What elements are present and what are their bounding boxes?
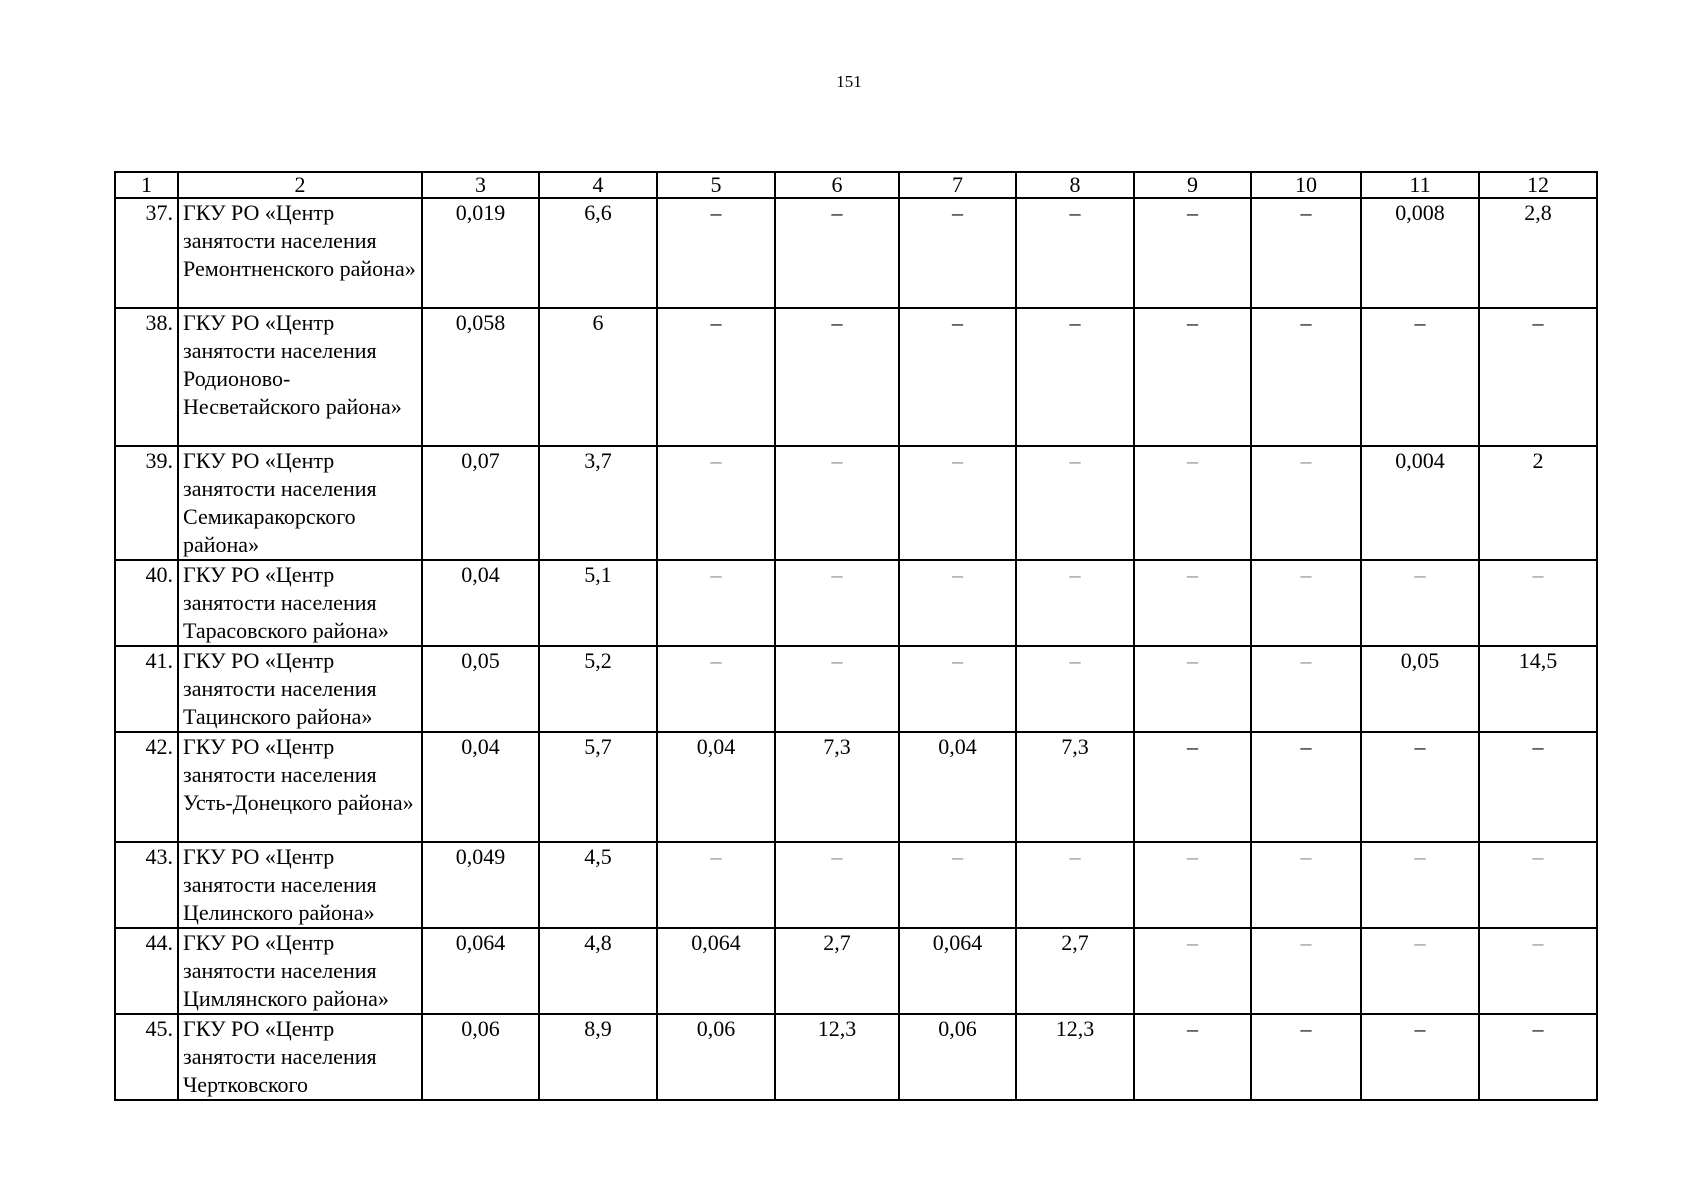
table-cell: – [1016,646,1134,732]
table-row [115,308,1597,446]
column-header: 4 [539,172,657,198]
table-cell: – [1134,842,1251,928]
table-cell: 0,05 [1361,646,1479,732]
table-cell: 0,064 [422,928,539,1014]
table-cell: 5,7 [539,732,657,842]
table-cell: – [1016,560,1134,646]
table-row [115,198,1597,308]
table-cell: 0,05 [422,646,539,732]
column-header: 6 [775,172,899,198]
table-cell: 3,7 [539,446,657,560]
table-cell: 4,5 [539,842,657,928]
table-cell: 5,2 [539,646,657,732]
table-cell: 12,3 [775,1014,899,1100]
table-cell: – [1251,842,1361,928]
table-cell: – [1361,308,1479,446]
table-cell: – [1479,560,1597,646]
table-cell: – [1251,308,1361,446]
table-cell: – [1134,446,1251,560]
table-row [115,928,1597,1014]
table-cell: 7,3 [1016,732,1134,842]
table-header-row [115,172,1597,198]
organization-name: ГКУ РО «Центр занятости населения Тацинского района» [178,646,422,732]
table-cell: – [1251,198,1361,308]
table-cell: 2,7 [1016,928,1134,1014]
table-cell: – [1479,842,1597,928]
table-cell: 2,8 [1479,198,1597,308]
table-cell: – [1134,1014,1251,1100]
table-cell: – [1016,198,1134,308]
table-cell: 0,058 [422,308,539,446]
column-header: 2 [178,172,422,198]
organization-name: ГКУ РО «Центр занятости населения Чертковского [178,1014,422,1100]
column-header: 3 [422,172,539,198]
organization-name: ГКУ РО «Центр занятости населения Родионово-Несветайского района» [178,308,422,446]
table-cell: 0,004 [1361,446,1479,560]
table-cell: – [1361,842,1479,928]
page-number: 151 [836,72,862,91]
table-cell: 8,9 [539,1014,657,1100]
table-cell: – [899,646,1016,732]
table-cell: – [1134,198,1251,308]
table-row [115,646,1597,732]
table-cell: – [657,646,775,732]
table-cell: – [657,198,775,308]
table-cell: – [1251,732,1361,842]
table-cell: – [1479,928,1597,1014]
table-cell: 0,06 [657,1014,775,1100]
table-cell: – [899,308,1016,446]
table-cell: – [1134,308,1251,446]
table-cell: – [1016,446,1134,560]
table-cell: – [899,198,1016,308]
row-number: 37. [115,198,178,308]
table-cell: – [657,560,775,646]
table-cell: 2,7 [775,928,899,1014]
organization-name: ГКУ РО «Центр занятости населения Усть-Донецкого района» [178,732,422,842]
table-cell: 0,07 [422,446,539,560]
organization-name: ГКУ РО «Центр занятости населения Цимлянского района» [178,928,422,1014]
table-cell: 0,06 [422,1014,539,1100]
table-cell: – [1134,732,1251,842]
table-cell: 7,3 [775,732,899,842]
table-cell: – [775,446,899,560]
organization-name: ГКУ РО «Центр занятости населения Тарасовского района» [178,560,422,646]
table-cell: – [1016,308,1134,446]
table-row [115,1014,1597,1100]
table-cell: 14,5 [1479,646,1597,732]
table-cell: – [1479,1014,1597,1100]
table-cell: – [1361,928,1479,1014]
column-header: 12 [1479,172,1597,198]
table-cell: – [657,842,775,928]
table-cell: – [775,198,899,308]
column-header: 9 [1134,172,1251,198]
table-cell: 0,04 [899,732,1016,842]
table-cell: – [1134,646,1251,732]
table-cell: – [1361,732,1479,842]
table-cell: – [1251,1014,1361,1100]
row-number: 38. [115,308,178,446]
table-cell: – [657,308,775,446]
table-cell: – [775,560,899,646]
table-cell: 6,6 [539,198,657,308]
table-cell: – [1479,308,1597,446]
table-cell: 0,049 [422,842,539,928]
table-cell: – [899,446,1016,560]
table-row [115,560,1597,646]
table-cell: 0,064 [657,928,775,1014]
column-header: 8 [1016,172,1134,198]
table-cell: – [1251,928,1361,1014]
table-cell: – [1016,842,1134,928]
table-cell: 0,04 [422,732,539,842]
column-header: 1 [115,172,178,198]
table-row [115,732,1597,842]
organization-name: ГКУ РО «Центр занятости населения Семикаракорского района» [178,446,422,560]
column-header: 10 [1251,172,1361,198]
table-cell: – [1134,928,1251,1014]
table-cell: 0,04 [422,560,539,646]
table-cell: – [899,560,1016,646]
table-cell: – [775,842,899,928]
table-cell: – [1479,732,1597,842]
table-cell: 0,04 [657,732,775,842]
table-row [115,446,1597,560]
column-header: 7 [899,172,1016,198]
table-cell: – [1251,446,1361,560]
table-cell: 0,064 [899,928,1016,1014]
row-number: 42. [115,732,178,842]
table-cell: – [1251,646,1361,732]
row-number: 45. [115,1014,178,1100]
table-cell: – [775,646,899,732]
table-cell: 12,3 [1016,1014,1134,1100]
organization-name: ГКУ РО «Центр занятости населения Целинского района» [178,842,422,928]
table-cell: 0,008 [1361,198,1479,308]
table-cell: – [899,842,1016,928]
table-row [115,842,1597,928]
data-table [114,171,1598,1101]
table-cell: 4,8 [539,928,657,1014]
table-cell: 0,019 [422,198,539,308]
table-cell: – [657,446,775,560]
table-cell: 6 [539,308,657,446]
table-cell: – [1361,1014,1479,1100]
table-cell: – [1251,560,1361,646]
row-number: 40. [115,560,178,646]
table-cell: – [775,308,899,446]
column-header: 11 [1361,172,1479,198]
table-cell: 2 [1479,446,1597,560]
row-number: 39. [115,446,178,560]
row-number: 44. [115,928,178,1014]
table-cell: 0,06 [899,1014,1016,1100]
table-cell: – [1134,560,1251,646]
table-cell: – [1361,560,1479,646]
row-number: 43. [115,842,178,928]
organization-name: ГКУ РО «Центр занятости населения Ремонтненского района» [178,198,422,308]
row-number: 41. [115,646,178,732]
table-cell: 5,1 [539,560,657,646]
column-header: 5 [657,172,775,198]
